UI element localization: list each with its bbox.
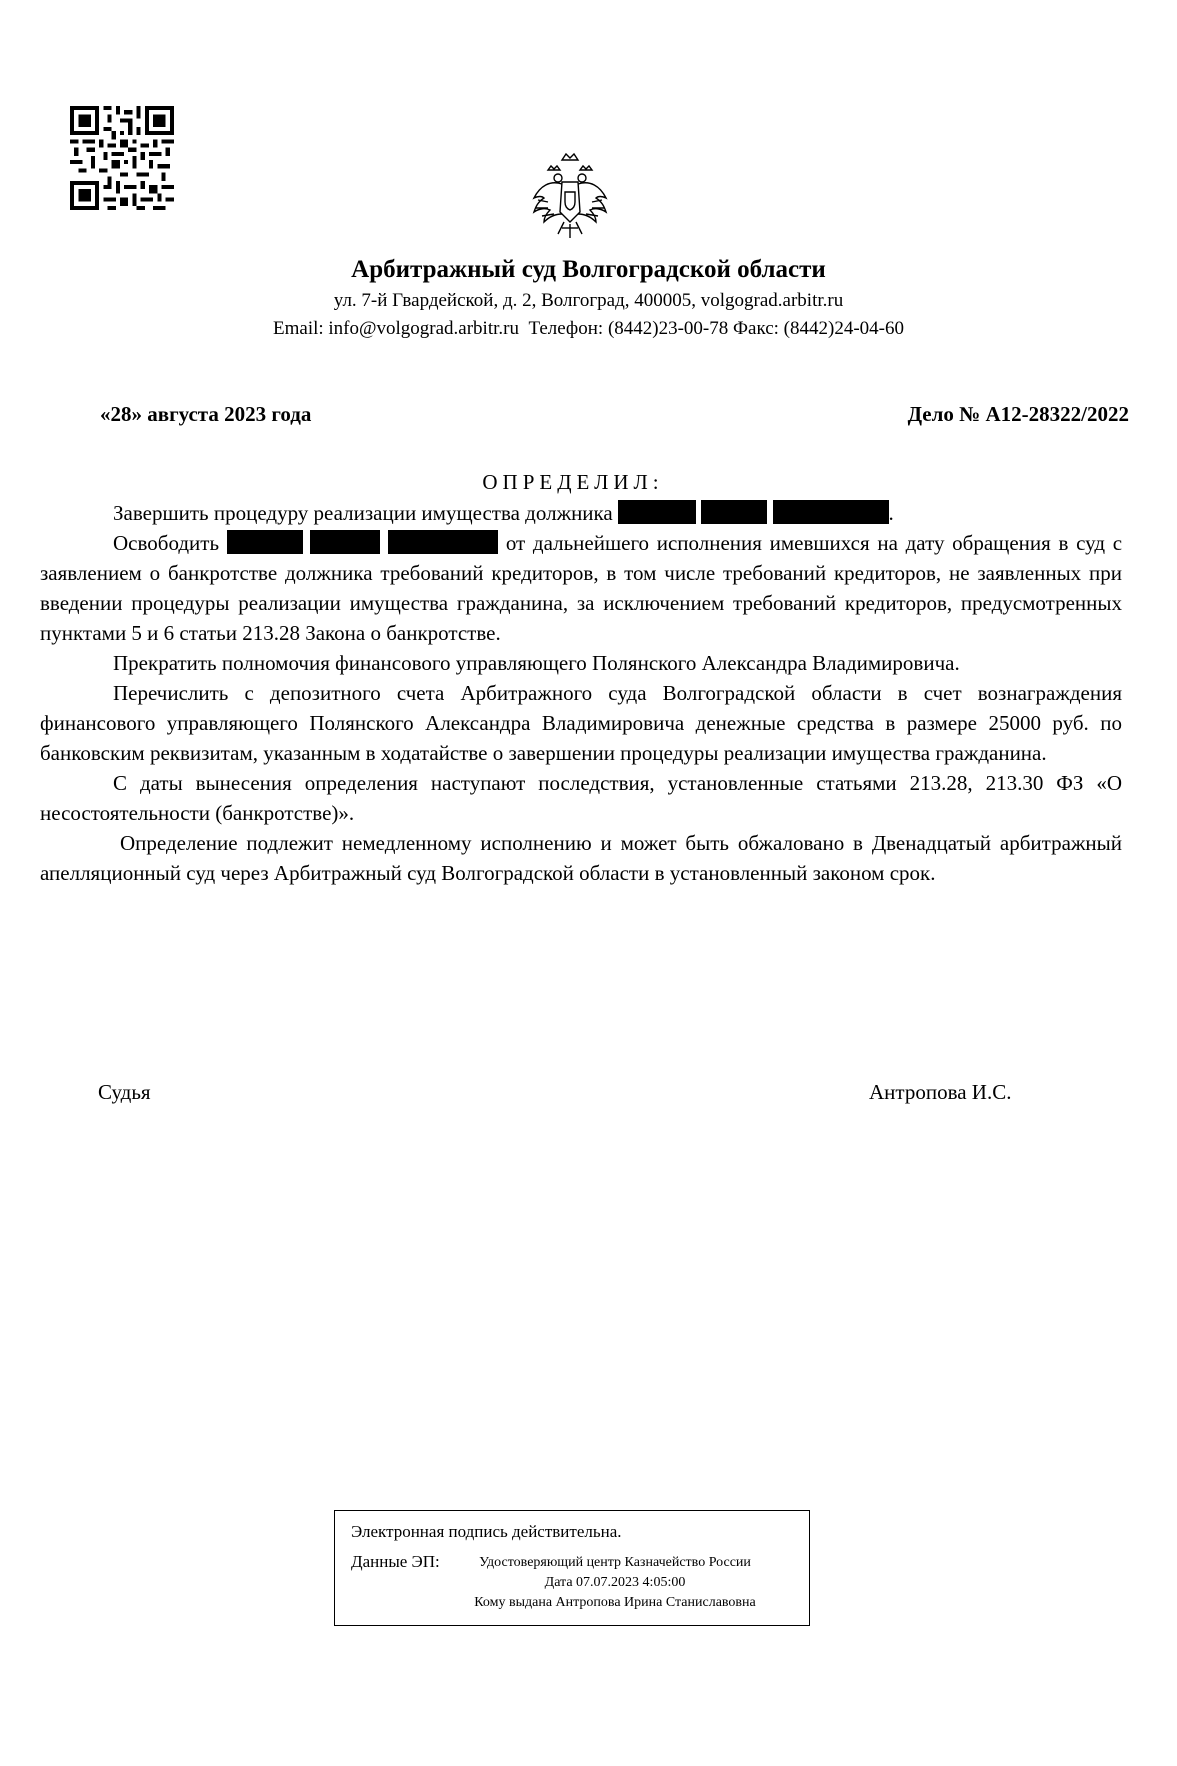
case-number: Дело № А12-28322/2022 <box>907 402 1129 426</box>
coat-of-arms-icon <box>528 150 612 242</box>
court-name: Арбитражный суд Волгоградской области <box>351 256 826 283</box>
redacted-first-name <box>310 530 380 554</box>
electronic-signature-stamp <box>334 1510 810 1626</box>
judge-role: Судья <box>98 1080 151 1104</box>
signature-data-label: Данные ЭП: <box>351 1552 440 1571</box>
judge-name: Антропова И.С. <box>869 1080 1012 1104</box>
redacted-first-name <box>701 500 767 524</box>
qr-code-icon <box>70 106 174 210</box>
redacted-patronymic <box>388 530 498 554</box>
paragraph-terminate-powers: Прекратить полномочия финансового управляющего Полянского Александра Владимировича. <box>113 651 960 675</box>
signature-date: Дата 07.07.2023 4:05:00 <box>544 1575 686 1590</box>
paragraph-release-debtor: Освободить от дальнейшего исполнения имевшихся на дату обращения в суд с заявлением о банкротстве должника требований кредиторов, в том числе требований кредиторов, не заявленных при введении процедуры реализации имущества гражданина, за исключением требований кредиторов, предусмотренных пунктами 5 и 6 статьи 213.28 Закона о банкротстве. <box>40 531 1123 645</box>
document-date: «28» августа 2023 года <box>100 402 312 426</box>
redacted-surname <box>618 500 696 524</box>
signature-issuer: Удостоверяющий центр Казначейство России <box>479 1555 751 1570</box>
paragraph-transfer-funds: Перечислить с депозитного счета Арбитражного суда Волгоградской области в счет вознаграждения финансового управляющего Полянского Александра Владимировича денежные средства в размере 25000 руб. по банковским реквизитам, указанным в ходатайстве о завершении процедуры реализации имущества гражданина. <box>40 681 1122 765</box>
redacted-surname <box>227 530 303 554</box>
paragraph-appeal: Определение подлежит немедленному исполнению и может быть обжаловано в Двенадцатый арбитражный апелляционный суд через Арбитражный суд Волгоградской области в установленный законом срок. <box>40 831 1122 885</box>
ruling-body <box>40 498 1122 888</box>
paragraph-consequences: С даты вынесения определения наступают последствия, установленные статьями 213.28, 213.30 ФЗ «О несостоятельности (банкротстве)». <box>40 771 1122 825</box>
redacted-patronymic <box>773 500 889 524</box>
court-contacts: Email: info@volgograd.arbitr.ru Телефон: (8442)23-00-78 Факс: (8442)24-04-60 <box>273 318 904 339</box>
signature-issued-to: Кому выдана Антропова Ирина Станиславовна <box>474 1595 756 1610</box>
signature-data <box>435 1553 795 1613</box>
signature-valid-text: Электронная подпись действительна. <box>351 1522 622 1541</box>
paragraph-complete-procedure: Завершить процедуру реализации имущества должника . <box>113 501 894 525</box>
court-address: ул. 7-й Гвардейской, д. 2, Волгоград, 400005, volgograd.arbitr.ru <box>333 290 844 311</box>
ruling-heading: ОПРЕДЕЛИЛ: <box>482 470 664 494</box>
